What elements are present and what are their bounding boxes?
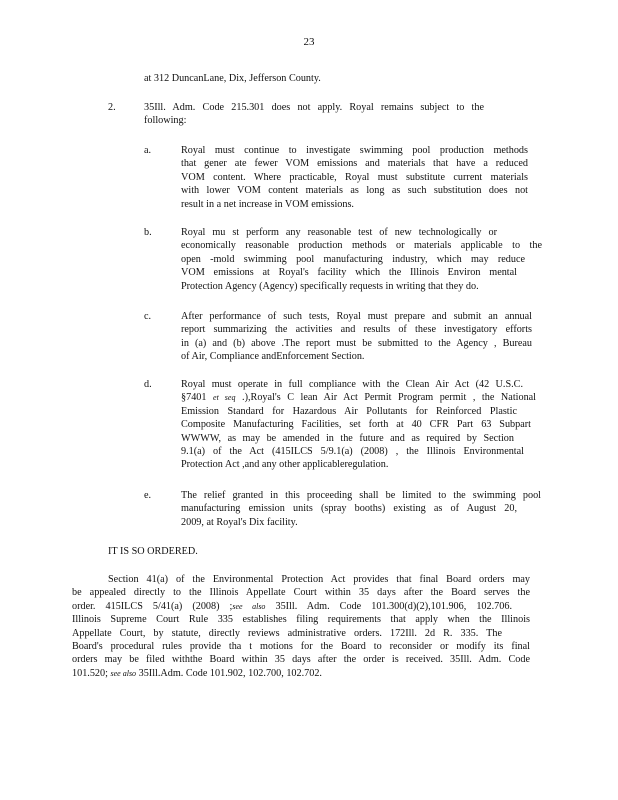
subitem-c-text [181,310,532,364]
text-line: The relief granted in this proceeding shall be limited to the swimming pool [181,490,541,501]
text-line: economically reasonable production methods or materials applicable to the [181,240,542,252]
text-line: Protection Act ,and any other applicableregulation. [181,459,389,471]
text-line: report summarizing the activities and results of these investigatory efforts [181,324,532,336]
text-line: Illinois Supreme Court Rule 335 establishes filing requirements that apply when the Illinois [72,614,530,626]
text-line: §7401 et seq .),Royal's C lean Air Act Permit Program permit , the National [181,392,537,404]
text-line: Royal must operate in full compliance with the Clean Air Act (42 U.S.C. [181,379,523,390]
subitem-b-text [181,226,542,293]
subitem-d-text [181,378,536,472]
text-line: of Air, Compliance andEnforcement Section. [181,351,365,363]
text-line: WWWW, as may be amended in the future and as required by Section [181,432,514,444]
so-ordered-line: IT IS SO ORDERED. [108,546,198,557]
text-line: be appealed directly to the Illinois Appellate Court within 35 days after the Board serves the [72,587,530,599]
text-line: VOM emissions at Royal's facility which the Illinois Environ mental [181,267,517,279]
subitem-b-marker: b. [144,227,152,238]
text-line: VOM content. Where practicable, Royal must substitute current materials [181,171,528,183]
see-also-italic: see also [110,668,137,678]
text-line: order. 415ILCS 5/41(a) (2008) ;see also 35Ill. Adm. Code 101.300(d)(2),101.906, 102.706. [72,600,512,612]
text-line: Board's procedural rules provide tha t motions for the Board to reconsider or modify its final [72,640,530,652]
subitem-e-text [181,489,541,529]
closing-paragraph [72,573,530,680]
text-line: After performance of such tests, Royal must prepare and submit an annual [181,311,532,322]
text-line: following: [144,115,187,127]
address-line: at 312 DuncanLane, Dix, Jefferson County. [144,73,321,84]
text-line: Royal must continue to investigate swimming pool production methods [181,145,528,156]
text-line: open -mold swimming pool manufacturing industry, which may reduce [181,253,525,265]
subitem-d-marker: d. [144,379,152,390]
text-line: Royal mu st perform any reasonable test of new technologically or [181,227,497,238]
text-line: that gener ate fewer VOM emissions and materials that have a reduced [181,158,528,170]
item-2-marker: 2. [108,102,116,113]
text-line: 2009, at Royal's Dix facility. [181,516,298,528]
text-line: 9.1(a) of the Act (415ILCS 5/9.1(a) (2008) , the Illinois Environmental [181,445,524,457]
text-line: result in a net increase in VOM emissions. [181,198,354,210]
et-seq-italic: et seq [213,393,236,403]
text-line: Composite Manufacturing Facilities, set forth at 40 CFR Part 63 Subpart [181,419,531,431]
text-line: with lower VOM content materials as long as such substitution does not [181,185,528,197]
text-line: Section 41(a) of the Environmental Protection Act provides that final Board orders may [108,574,530,585]
text-line: in (a) and (b) above .The report must be submitted to the Agency , Bureau [181,337,532,349]
text-line: Emission Standard for Hazardous Air Pollutants for Reinforced Plastic [181,405,517,417]
text-line: orders may be filed withthe Board within 35 days after the order is received. 35Ill. Adm. Code [72,654,530,666]
see-also-italic: see also [232,601,266,611]
page-number: 23 [303,36,315,48]
subitem-e-marker: e. [144,490,152,501]
text-line: 35Ill. Adm. Code 215.301 does not apply. Royal remains subject to the [144,102,484,113]
subitem-a-marker: a. [144,145,152,156]
item-2-text [144,101,484,128]
text-line: 101.520; see also 35Ill.Adm. Code 101.902, 102.700, 102.702. [72,667,322,679]
text-line: Protection Agency (Agency) specifically requests in writing that they do. [181,280,479,292]
subitem-a-text [181,144,528,211]
text-line: Appellate Court, by statute, directly reviews administrative orders. 172Ill. 2d R. 335. The [72,627,502,639]
text-line: manufacturing emission units (spray booths) existing as of August 20, [181,503,517,515]
subitem-c-marker: c. [144,311,152,322]
